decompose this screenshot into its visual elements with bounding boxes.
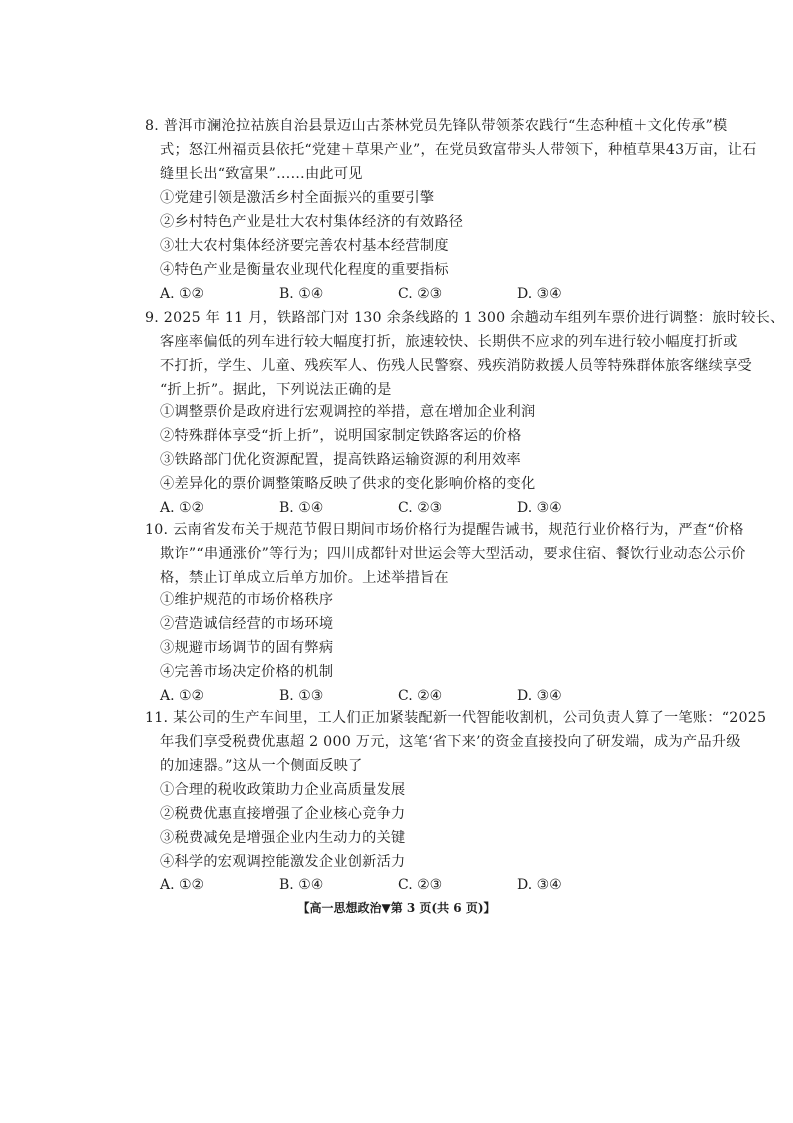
statement-option: ②特殊群体享受“折上折”，说明国家制定铁路客运的价格 [160,428,522,444]
statement-option: ④完善市场决定价格的机制 [160,664,334,680]
statement-option: ③规避市场调节的固有弊病 [160,640,334,656]
answer-choices [0,878,793,896]
statement-option: ②乡村特色产业是壮大农村集体经济的有效路径 [160,214,464,230]
statement-option: ④特色产业是衡量农业现代化程度的重要指标 [160,262,449,278]
answer-choices [0,689,793,707]
statement-option: ③壮大农村集体经济要完善农村基本经营制度 [160,238,449,254]
statement-option: ①调整票价是政府进行宏观调控的举措，意在增加企业利润 [160,404,536,420]
question-stem-line: 客座率偏低的列车进行较大幅度打折，旅速较快、长期供不应求的列车进行较小幅度打折或 [160,334,738,350]
answer-choices [0,501,793,519]
choice-b: B. ①④ [279,286,324,302]
choice-c: C. ②③ [398,500,443,516]
question-stem-line: 的加速器。”这从一个侧面反映了 [160,758,363,774]
question-stem-line: 欺诈”“串通涨价”等行为；四川成都针对世运会等大型活动，要求住宿、餐饮行业动态公示价 [160,546,746,562]
question-stem-line: 9. 2025 年 11 月，铁路部门对 130 余条线路的 1 300 余趟动车组列车票价进行调整：旅时较长、 [145,310,785,326]
choice-b: B. ①④ [279,500,324,516]
question-stem-line: 8. 普洱市澜沧拉祜族自治县景迈山古茶林党员先锋队带领茶农践行“生态种植＋文化传承”模 [145,118,728,134]
choice-b: B. ①③ [279,688,324,704]
question-stem-line: 不打折，学生、儿童、残疾军人、伤残人民警察、残疾消防救援人员等特殊群体旅客继续享受 [160,358,752,374]
choice-c: C. ②③ [398,286,443,302]
question-stem-line: 10. 云南省发布关于规范节假日期间市场价格行为提醒告诫书，规范行业价格行为，严查“价格 [145,522,744,538]
question-stem-line: 11. 某公司的生产车间里，工人们正加紧装配新一代智能收割机，公司负责人算了一笔账：“2025 [145,710,767,726]
question-stem-line: 式；怒江州福贡县依托“党建＋草果产业”，在党员致富带头人带领下，种植草果43万亩，让石 [160,142,757,158]
statement-option: ③税费减免是增强企业内生动力的关键 [160,830,406,846]
statement-option: ①维护规范的市场价格秩序 [160,592,334,608]
choice-a: A. ①② [160,500,205,516]
page-footer: 【高一思想政治▼第 3 页(共 6 页)】 [297,901,496,915]
question-stem-line: 年我们享受税费优惠超 2 000 万元，这笔‘省下来’的资金直接投向了研发端，成为产品升级 [160,734,741,750]
question-stem-line: 缝里长出“致富果”……由此可见 [160,166,363,182]
statement-option: ②税费优惠直接增强了企业核心竞争力 [160,806,406,822]
question-stem-line: “折上折”。据此，下列说法正确的是 [160,382,392,398]
choice-d: D. ③④ [517,688,562,704]
statement-option: ①合理的税收政策助力企业高质量发展 [160,782,406,798]
choice-b: B. ①④ [279,877,324,893]
answer-choices [0,287,793,305]
question-stem-line: 格，禁止订单成立后单方加价。上述举措旨在 [160,570,449,586]
choice-d: D. ③④ [517,877,562,893]
statement-option: ④科学的宏观调控能激发企业创新活力 [160,854,406,870]
choice-a: A. ①② [160,688,205,704]
choice-c: C. ②③ [398,877,443,893]
choice-a: A. ①② [160,877,205,893]
statement-option: ④差异化的票价调整策略反映了供求的变化影响价格的变化 [160,476,536,492]
choice-c: C. ②④ [398,688,443,704]
choice-d: D. ③④ [517,500,562,516]
statement-option: ①党建引领是激活乡村全面振兴的重要引擎 [160,190,435,206]
statement-option: ②营造诚信经营的市场环境 [160,616,334,632]
choice-a: A. ①② [160,286,205,302]
statement-option: ③铁路部门优化资源配置，提高铁路运输资源的利用效率 [160,452,521,468]
choice-d: D. ③④ [517,286,562,302]
